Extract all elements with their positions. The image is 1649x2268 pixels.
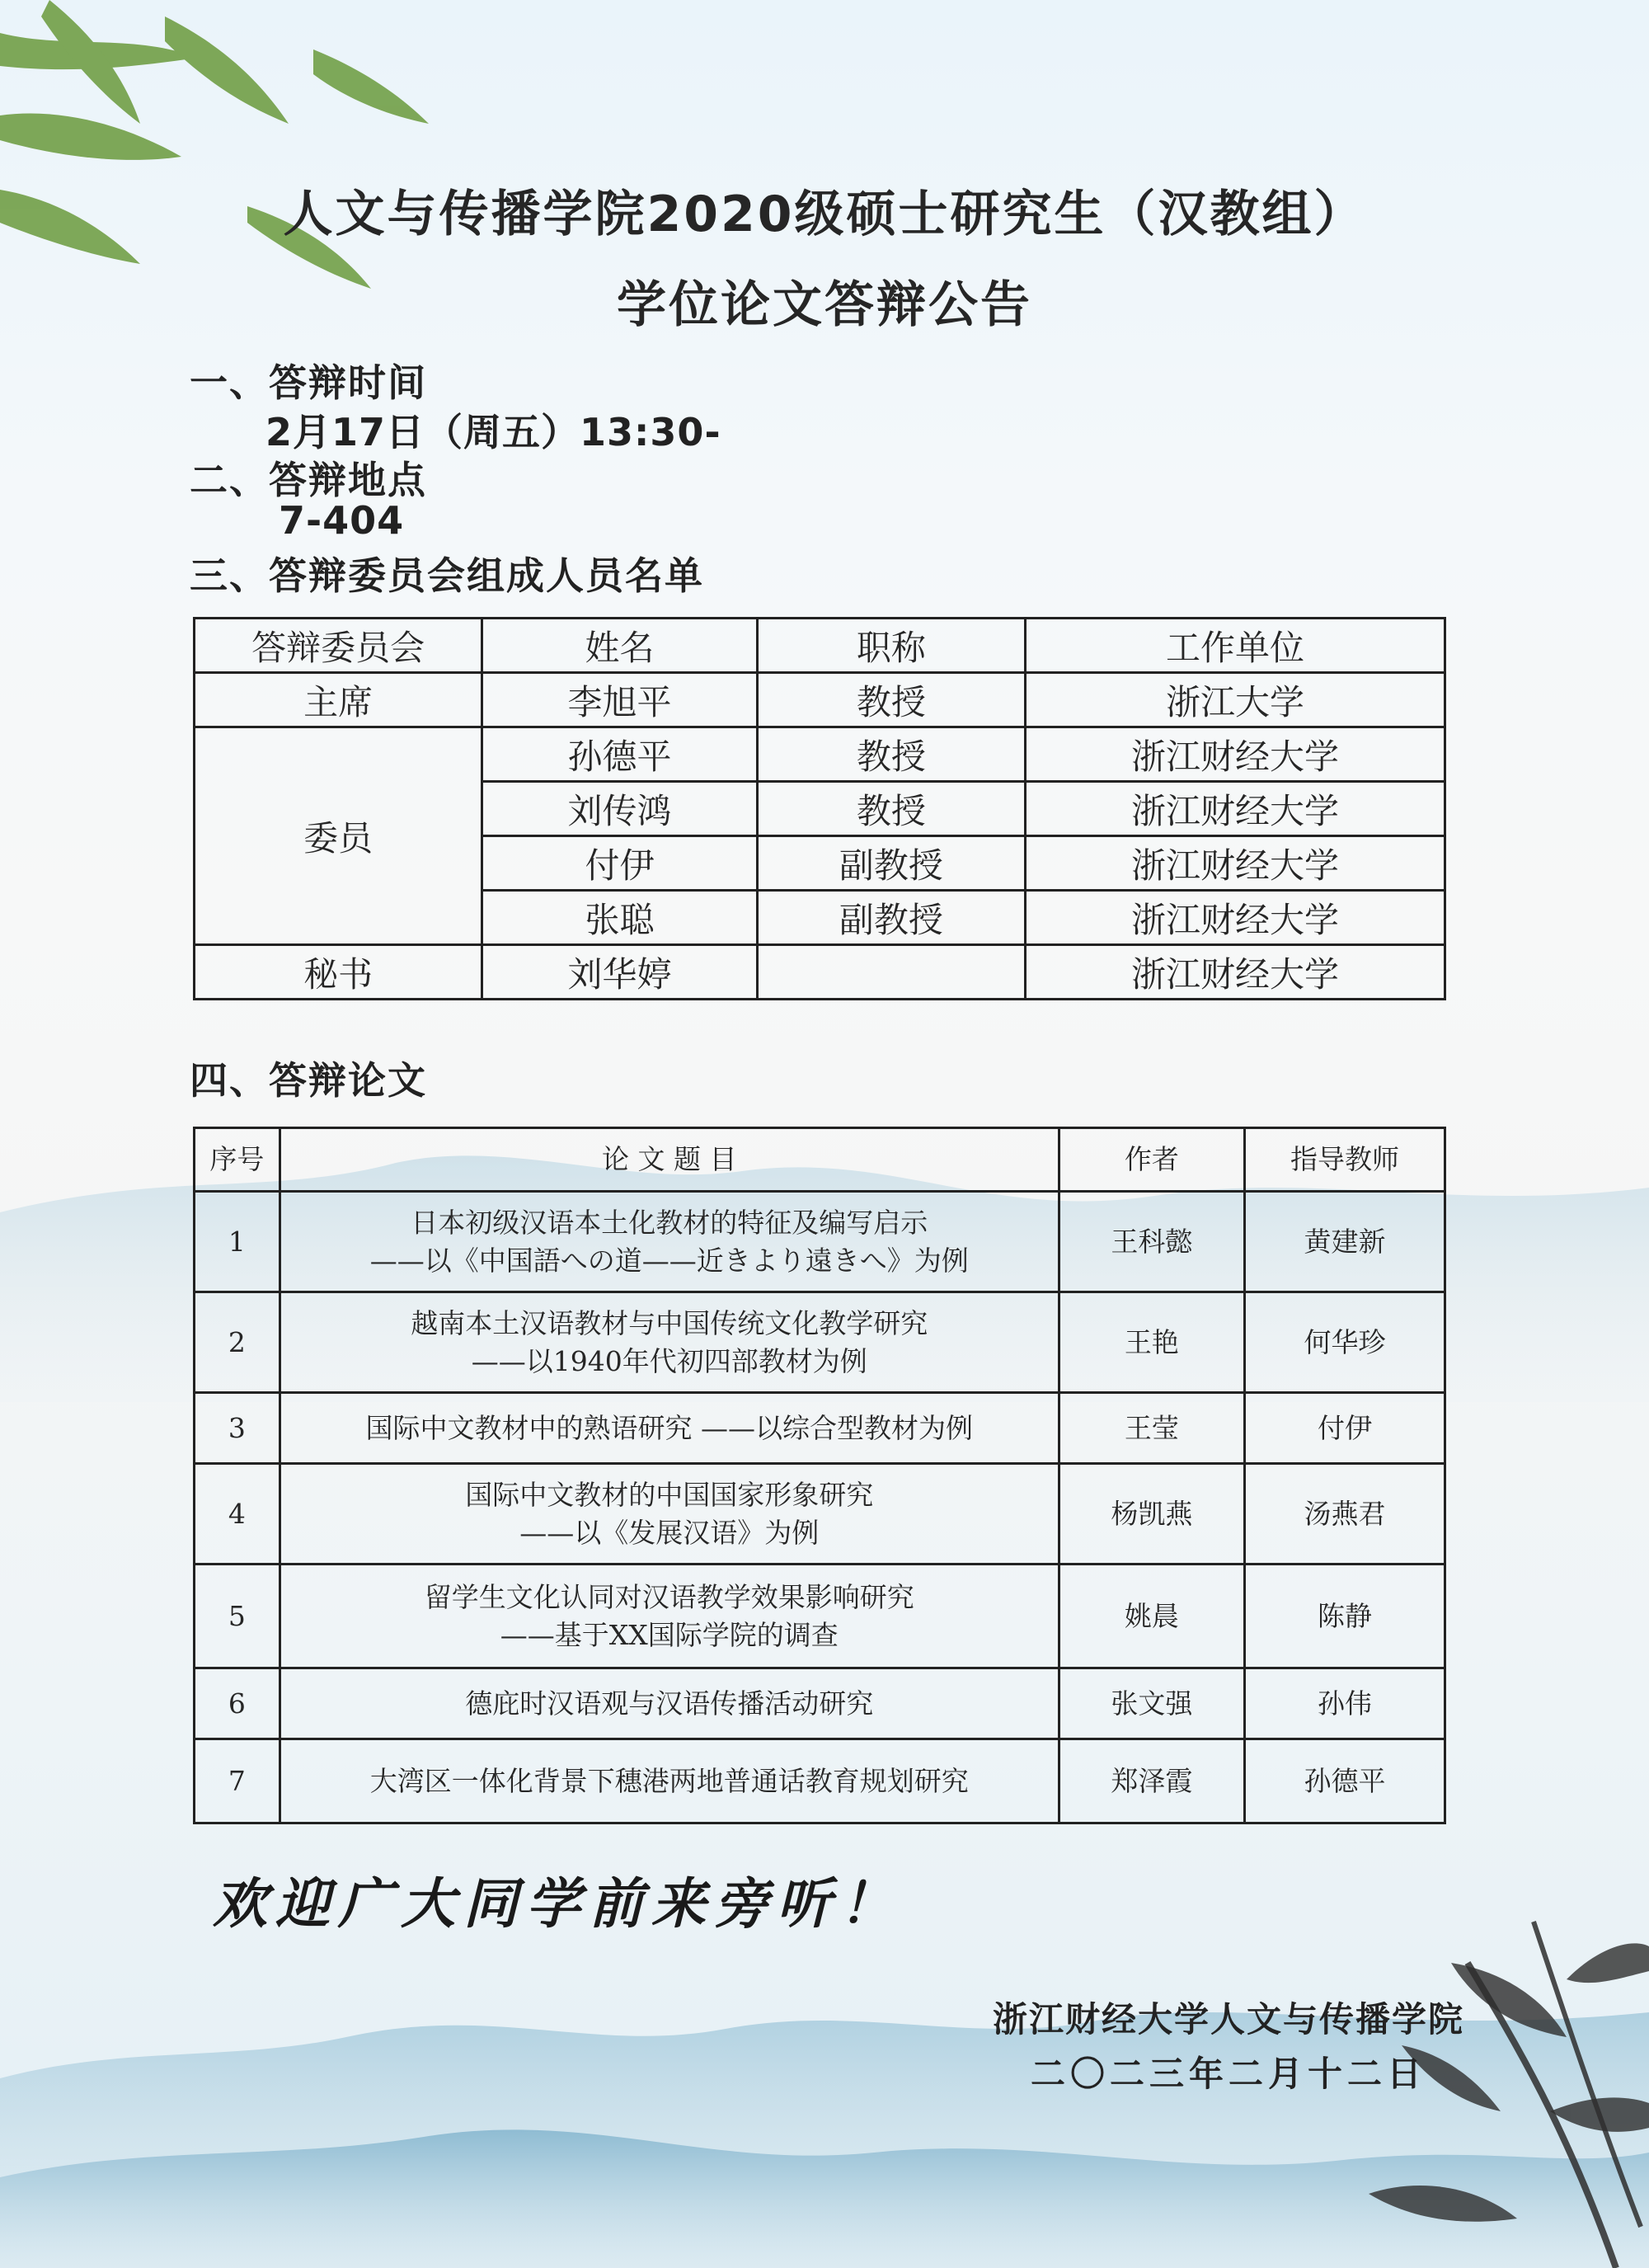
section-time-value: 2月17日（周五）13:30-	[265, 410, 721, 454]
header-cell: 指导教师	[1244, 1128, 1445, 1192]
table-row	[195, 1464, 1445, 1565]
unit-cell: 浙江大学	[1026, 673, 1445, 727]
no-cell: 6	[195, 1668, 280, 1739]
welcome-text: 欢迎广大同学前来旁听！	[213, 1871, 902, 1936]
author-cell: 张文强	[1059, 1668, 1244, 1739]
footer-org: 浙江财经大学人文与传播学院	[992, 1999, 1464, 2040]
advisor-cell: 孙伟	[1244, 1668, 1445, 1739]
section-time-heading: 一、答辩时间	[190, 360, 427, 405]
title-line: 大湾区一体化背景下穗港两地普通话教育规划研究	[369, 1764, 969, 1797]
table-row	[195, 1565, 1445, 1668]
subtitle-line: ——基于XX国际学院的调查	[500, 1618, 839, 1651]
no-cell: 7	[195, 1739, 280, 1823]
table-row	[195, 1739, 1445, 1823]
author-cell: 郑泽霞	[1059, 1739, 1244, 1823]
title-line: 国际中文教材的中国国家形象研究	[465, 1478, 874, 1511]
title-line: 德庇时汉语观与汉语传播活动研究	[465, 1687, 874, 1720]
name-cell: 刘华婷	[482, 945, 757, 1000]
subtitle-line: ——以《中国語への道——近きより遠きへ》为例	[369, 1244, 969, 1277]
no-cell: 1	[195, 1192, 280, 1292]
header-cell: 工作单位	[1026, 619, 1445, 673]
advisor-cell: 何华珍	[1244, 1292, 1445, 1393]
author-cell: 杨凯燕	[1059, 1464, 1244, 1565]
table-row	[195, 1192, 1445, 1292]
table-row	[195, 945, 1445, 1000]
title-line-2: 学位论文答辩公告	[617, 276, 1032, 334]
subtitle-line: ——以1940年代初四部教材为例	[471, 1344, 867, 1377]
author-cell: 王科懿	[1059, 1192, 1244, 1292]
title-cell	[757, 945, 1025, 1000]
table-row	[195, 727, 1445, 782]
advisor-cell: 汤燕君	[1244, 1464, 1445, 1565]
name-cell: 张聪	[482, 891, 757, 945]
table-row	[195, 1393, 1445, 1464]
unit-cell: 浙江财经大学	[1026, 782, 1445, 836]
role-cell: 秘书	[195, 945, 482, 1000]
table-header-row	[195, 1128, 1445, 1192]
advisor-cell: 黄建新	[1244, 1192, 1445, 1292]
header-cell: 答辩委员会	[195, 619, 482, 673]
title-line: 越南本土汉语教材与中国传统文化教学研究	[411, 1306, 928, 1339]
header-cell: 姓名	[482, 619, 757, 673]
name-cell: 付伊	[482, 836, 757, 891]
header-cell: 序号	[195, 1128, 280, 1192]
name-cell: 孙德平	[482, 727, 757, 782]
title-cell: 副教授	[757, 836, 1025, 891]
role-cell: 委员	[195, 727, 482, 945]
author-cell: 王莹	[1059, 1393, 1244, 1464]
header-cell: 论 文 题 目	[280, 1128, 1059, 1192]
title-cell	[280, 1393, 1059, 1464]
title-cell	[280, 1192, 1059, 1292]
header-cell: 职称	[757, 619, 1025, 673]
title-cell	[280, 1565, 1059, 1668]
title-line: 日本初级汉语本土化教材的特征及编写启示	[411, 1206, 928, 1239]
section-committee-heading: 三、答辩委员会组成人员名单	[190, 553, 704, 598]
thesis-table	[193, 1127, 1446, 1824]
table-header-row	[195, 619, 1445, 673]
title-cell	[280, 1292, 1059, 1393]
no-cell: 2	[195, 1292, 280, 1393]
section-place-heading: 二、答辩地点	[190, 458, 427, 502]
unit-cell: 浙江财经大学	[1026, 891, 1445, 945]
name-cell: 李旭平	[482, 673, 757, 727]
footer-date: 二〇二三年二月十二日	[1030, 2054, 1426, 2094]
title-cell: 教授	[757, 782, 1025, 836]
title-cell	[280, 1464, 1059, 1565]
title-cell	[280, 1668, 1059, 1739]
title-cell: 教授	[757, 727, 1025, 782]
no-cell: 4	[195, 1464, 280, 1565]
advisor-cell: 陈静	[1244, 1565, 1445, 1668]
advisor-cell: 孙德平	[1244, 1739, 1445, 1823]
unit-cell: 浙江财经大学	[1026, 836, 1445, 891]
section-place-value: 7-404	[279, 498, 405, 543]
unit-cell: 浙江财经大学	[1026, 945, 1445, 1000]
table-row	[195, 673, 1445, 727]
role-cell: 主席	[195, 673, 482, 727]
author-cell: 王艳	[1059, 1292, 1244, 1393]
name-cell: 刘传鸿	[482, 782, 757, 836]
committee-table	[193, 617, 1446, 1000]
table-row	[195, 1292, 1445, 1393]
no-cell: 3	[195, 1393, 280, 1464]
title-cell	[280, 1739, 1059, 1823]
title-line: 留学生文化认同对汉语教学效果影响研究	[424, 1580, 914, 1613]
title-line-1: 人文与传播学院2020级硕士研究生（汉教组）	[283, 186, 1366, 243]
title-line: 国际中文教材中的熟语研究 ——以综合型教材为例	[365, 1411, 973, 1444]
table-row	[195, 1668, 1445, 1739]
author-cell: 姚晨	[1059, 1565, 1244, 1668]
title-cell: 教授	[757, 673, 1025, 727]
no-cell: 5	[195, 1565, 280, 1668]
title-cell: 副教授	[757, 891, 1025, 945]
advisor-cell: 付伊	[1244, 1393, 1445, 1464]
section-thesis-heading: 四、答辩论文	[190, 1058, 427, 1103]
unit-cell: 浙江财经大学	[1026, 727, 1445, 782]
subtitle-line: ——以《发展汉语》为例	[519, 1516, 820, 1549]
header-cell: 作者	[1059, 1128, 1244, 1192]
